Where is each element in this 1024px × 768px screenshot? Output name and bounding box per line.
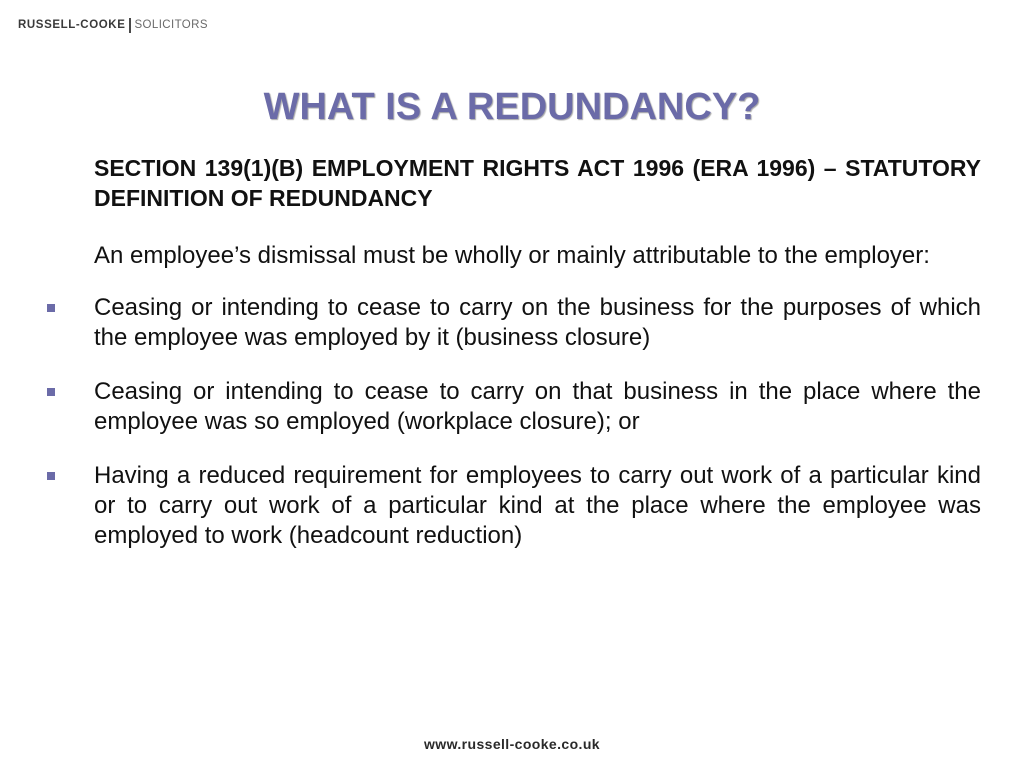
bullet-list xyxy=(94,293,981,551)
intro-text: An employee’s dismissal must be wholly or mainly attributable to the employer: xyxy=(94,242,930,269)
section-subheading: SECTION 139(1)(B) EMPLOYMENT RIGHTS ACT 1996 (ERA 1996) – STATUTORY DEFINITION OF REDUNDANCY xyxy=(94,155,981,211)
slide-content xyxy=(94,153,981,575)
bullet-text: Having a reduced requirement for employees to carry out work of a particular kind or to carry out work of a particular kind at the place where the employee was employed to work (headcount reduction) xyxy=(94,462,981,549)
firm-logo xyxy=(18,17,208,33)
logo-firm-name: RUSSELL-COOKE xyxy=(18,19,126,31)
square-bullet-icon xyxy=(47,304,55,312)
logo-divider xyxy=(129,18,131,33)
bullet-text: Ceasing or intending to cease to carry on that business in the place where the employee was so employed (workplace closure); or xyxy=(94,378,981,435)
bullet-item xyxy=(94,293,981,353)
bullet-item xyxy=(94,461,981,551)
square-bullet-icon xyxy=(47,388,55,396)
bullet-text: Ceasing or intending to cease to carry on the business for the purposes of which the employee was employed by it (business closure) xyxy=(94,294,981,351)
square-bullet-icon xyxy=(47,472,55,480)
slide-title: WHAT IS A REDUNDANCY? xyxy=(263,86,761,128)
bullet-item xyxy=(94,377,981,437)
logo-firm-type: SOLICITORS xyxy=(134,19,208,31)
footer-website-url: www.russell-cooke.co.uk xyxy=(424,736,600,752)
